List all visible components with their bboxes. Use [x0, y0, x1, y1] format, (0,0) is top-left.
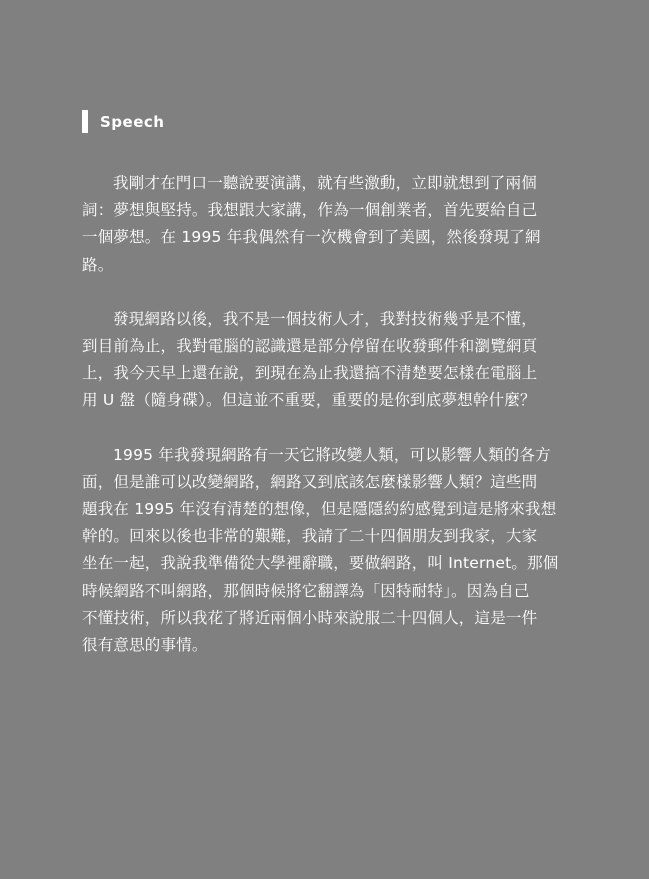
paragraph-line: 路。: [82, 255, 114, 274]
paragraph-line: 詞：夢想與堅持。我想跟大家講，作為一個創業者，首先要給自己: [82, 201, 538, 220]
paragraph: [82, 170, 572, 279]
paragraph-line: 1995 年我發現網路有一天它將改變人類，可以影響人類的各方: [113, 445, 551, 464]
paragraph-line: 我剛才在門口一聽說要演講，就有些激動，立即就想到了兩個: [113, 174, 537, 192]
paragraph-line: 面，但是誰可以改變網路，網路又到底該怎麼樣影響人類？這些問: [82, 472, 538, 491]
paragraph-line: 用 U 盤（隨身碟）。但這並不重要，重要的是你到底夢想幹什麼？: [82, 391, 536, 410]
paragraph-line: 坐在一起，我說我準備從大學裡辭職，要做網路，叫 Internet。那個: [82, 554, 559, 573]
paragraph-line: 很有意思的事情。: [82, 636, 208, 655]
heading-title: Speech: [100, 112, 165, 131]
paragraph: [82, 306, 572, 415]
paragraph-line: 不懂技術，所以我花了將近兩個小時來說服二十四個人，這是一件: [82, 608, 538, 627]
paragraph-line: 發現網路以後，我不是一個技術人才，我對技術幾乎是不懂，: [113, 309, 537, 328]
section-heading: [82, 110, 164, 133]
paragraph-line: 上，我今天早上還在說，到現在為止我還搞不清楚要怎樣在電腦上: [82, 364, 538, 383]
paragraph-line: 到目前為止，我對電腦的認識還是部分停留在收發郵件和瀏覽網頁: [82, 337, 538, 356]
paragraph-line: 幹的。回來以後也非常的艱難，我請了二十四個朋友到我家，大家: [82, 527, 538, 546]
paragraph-line: 一個夢想。在 1995 年我偶然有一次機會到了美國，然後發現了網: [82, 228, 541, 247]
heading-bar: [82, 110, 88, 133]
paragraph: [82, 442, 572, 660]
speech-body: [82, 170, 572, 686]
paragraph-line: 題我在 1995 年沒有清楚的想像，但是隱隱約約感覺到這是將來我想: [82, 500, 557, 519]
paragraph-line: 時候網路不叫網路，那個時候將它翻譯為「因特耐特」。因為自己: [82, 581, 530, 600]
